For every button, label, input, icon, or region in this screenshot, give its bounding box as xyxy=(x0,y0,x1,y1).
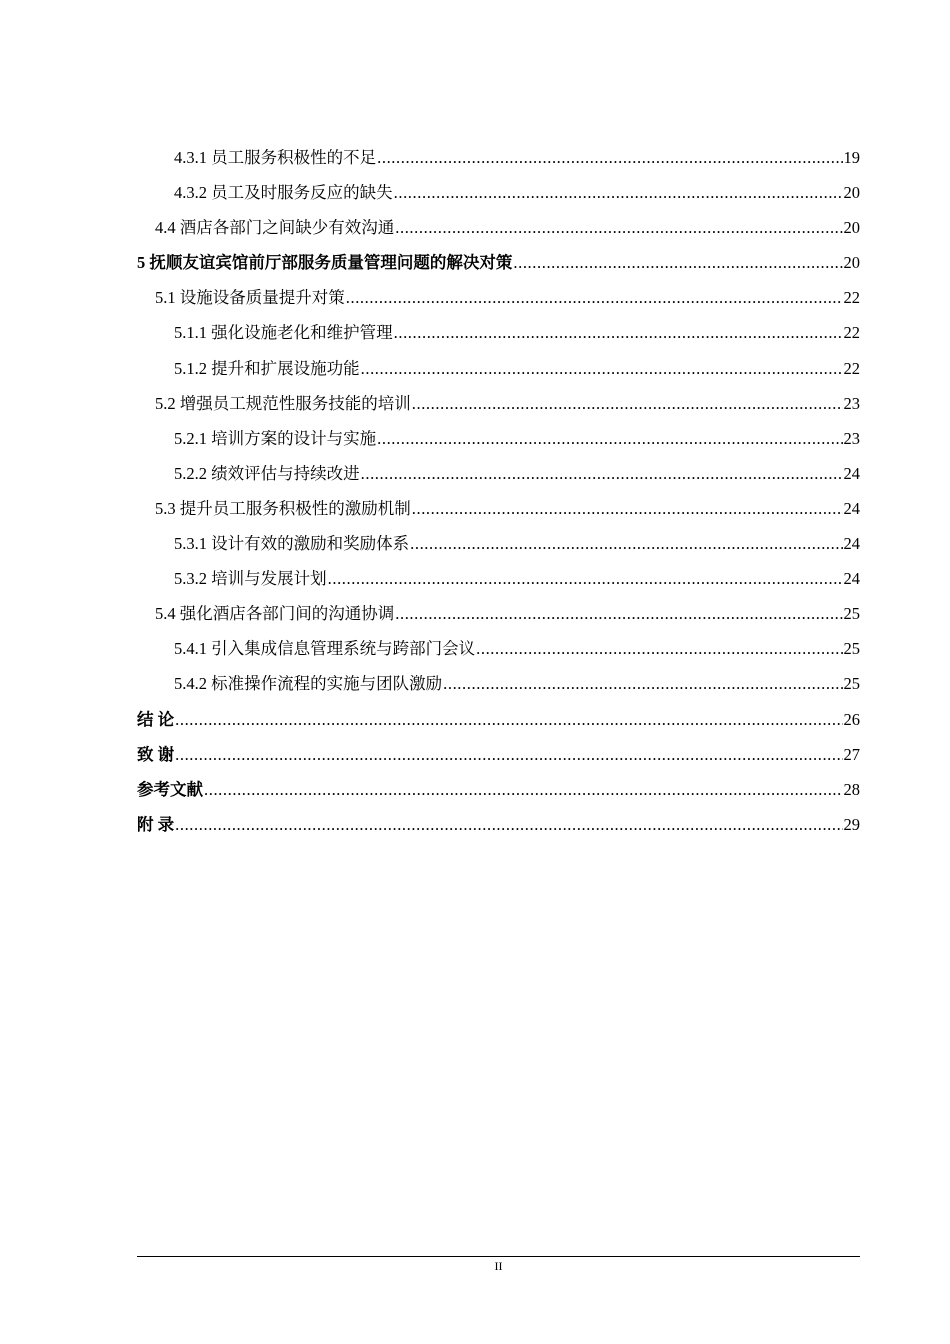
toc-dot-leader xyxy=(513,245,842,280)
toc-entry-title: 4.4 酒店各部门之间缺少有效沟通 xyxy=(155,218,395,238)
toc-entry-page: 27 xyxy=(843,744,860,764)
toc-dot-leader xyxy=(204,772,843,807)
toc-entry-page: 24 xyxy=(843,498,860,518)
toc-entry-page: 20 xyxy=(843,253,860,273)
toc-entry-title: 5 抚顺友谊宾馆前厅部服务质量管理问题的解决对策 xyxy=(137,253,513,273)
toc-entry-page: 23 xyxy=(843,428,860,448)
toc-entry-page: 24 xyxy=(843,534,860,554)
toc-entry-title: 4.3.2 员工及时服务反应的缺失 xyxy=(174,183,393,203)
toc-entry-5-4[interactable] xyxy=(137,596,860,631)
toc-entry-page: 25 xyxy=(843,639,860,659)
toc-entry-page: 19 xyxy=(843,148,860,167)
toc-dot-leader xyxy=(410,526,842,561)
toc-entry-title: 5.1.1 强化设施老化和维护管理 xyxy=(174,323,393,343)
toc-entry-page: 20 xyxy=(843,218,860,238)
toc-entry-title: 致 谢 xyxy=(137,744,175,764)
toc-entry-title: 结 论 xyxy=(137,709,175,729)
toc-dot-leader xyxy=(395,596,842,631)
toc-entry-page: 22 xyxy=(843,323,860,343)
toc-dot-leader xyxy=(412,386,843,421)
toc-entry-5-1-1[interactable] xyxy=(137,315,860,350)
toc-entry-appendix[interactable] xyxy=(137,807,860,842)
toc-entry-title: 5.2.1 培训方案的设计与实施 xyxy=(174,428,377,448)
toc-entry-5-1-2[interactable] xyxy=(137,351,860,386)
toc-entry-acknowledgements[interactable] xyxy=(137,737,860,772)
toc-entry-title: 5.3.1 设计有效的激励和奖励体系 xyxy=(174,534,410,554)
toc-entry-4-3-2[interactable] xyxy=(137,175,860,210)
toc-entry-4-4[interactable] xyxy=(137,210,860,245)
toc-entry-5-2[interactable] xyxy=(137,386,860,421)
toc-entry-title: 5.2 增强员工规范性服务技能的培训 xyxy=(155,393,411,413)
toc-entry-title: 5.4 强化酒店各部门间的沟通协调 xyxy=(155,604,395,624)
toc-entry-page: 22 xyxy=(843,358,860,378)
toc-entry-page: 28 xyxy=(843,779,860,799)
toc-entry-page: 25 xyxy=(843,674,860,694)
toc-entry-5-3[interactable] xyxy=(137,491,860,526)
toc-entry-page: 24 xyxy=(843,569,860,589)
toc-dot-leader xyxy=(346,280,843,315)
toc-entry-title: 5.1 设施设备质量提升对策 xyxy=(155,288,345,308)
toc-entry-5-2-1[interactable] xyxy=(137,421,860,456)
toc-entry-title: 5.4.2 标准操作流程的实施与团队激励 xyxy=(174,674,443,694)
toc-entry-4-3-1[interactable] xyxy=(137,140,860,175)
toc-dot-leader xyxy=(328,561,843,596)
toc-entry-title: 参考文献 xyxy=(137,779,203,799)
toc-dot-leader xyxy=(175,702,842,737)
toc-entry-page: 20 xyxy=(843,183,860,203)
table-of-contents xyxy=(137,140,860,842)
toc-dot-leader xyxy=(175,807,842,842)
toc-entry-5-4-2[interactable] xyxy=(137,666,860,701)
toc-entry-title: 附 录 xyxy=(137,814,175,834)
toc-dot-leader xyxy=(443,666,842,701)
toc-entry-page: 25 xyxy=(843,604,860,624)
toc-dot-leader xyxy=(412,491,843,526)
toc-entry-title: 5.4.1 引入集成信息管理系统与跨部门会议 xyxy=(174,639,476,659)
toc-dot-leader xyxy=(361,351,843,386)
toc-entry-title: 5.3.2 培训与发展计划 xyxy=(174,569,327,589)
toc-entry-page: 22 xyxy=(843,288,860,308)
toc-entry-title: 4.3.1 员工服务积极性的不足 xyxy=(174,148,377,167)
toc-entry-page: 29 xyxy=(843,814,860,834)
toc-dot-leader xyxy=(361,456,843,491)
toc-dot-leader xyxy=(377,140,842,175)
toc-entry-5-2-2[interactable] xyxy=(137,456,860,491)
toc-entry-title: 5.2.2 绩效评估与持续改进 xyxy=(174,463,360,483)
footer-divider xyxy=(137,1256,860,1257)
toc-entry-chapter-5[interactable] xyxy=(137,245,860,280)
toc-entry-references[interactable] xyxy=(137,772,860,807)
toc-entry-conclusion[interactable] xyxy=(137,702,860,737)
toc-entry-page: 23 xyxy=(843,393,860,413)
toc-entry-page: 26 xyxy=(843,709,860,729)
toc-entry-5-1[interactable] xyxy=(137,280,860,315)
toc-dot-leader xyxy=(175,737,842,772)
toc-entry-page: 24 xyxy=(843,463,860,483)
toc-entry-5-3-2[interactable] xyxy=(137,561,860,596)
toc-entry-5-4-1[interactable] xyxy=(137,631,860,666)
toc-entry-title: 5.3 提升员工服务积极性的激励机制 xyxy=(155,498,411,518)
toc-dot-leader xyxy=(394,315,843,350)
toc-entry-title: 5.1.2 提升和扩展设施功能 xyxy=(174,358,360,378)
toc-dot-leader xyxy=(476,631,842,666)
toc-dot-leader xyxy=(377,421,842,456)
toc-dot-leader xyxy=(394,175,843,210)
toc-dot-leader xyxy=(395,210,842,245)
page-number: II xyxy=(494,1259,503,1273)
toc-entry-5-3-1[interactable] xyxy=(137,526,860,561)
